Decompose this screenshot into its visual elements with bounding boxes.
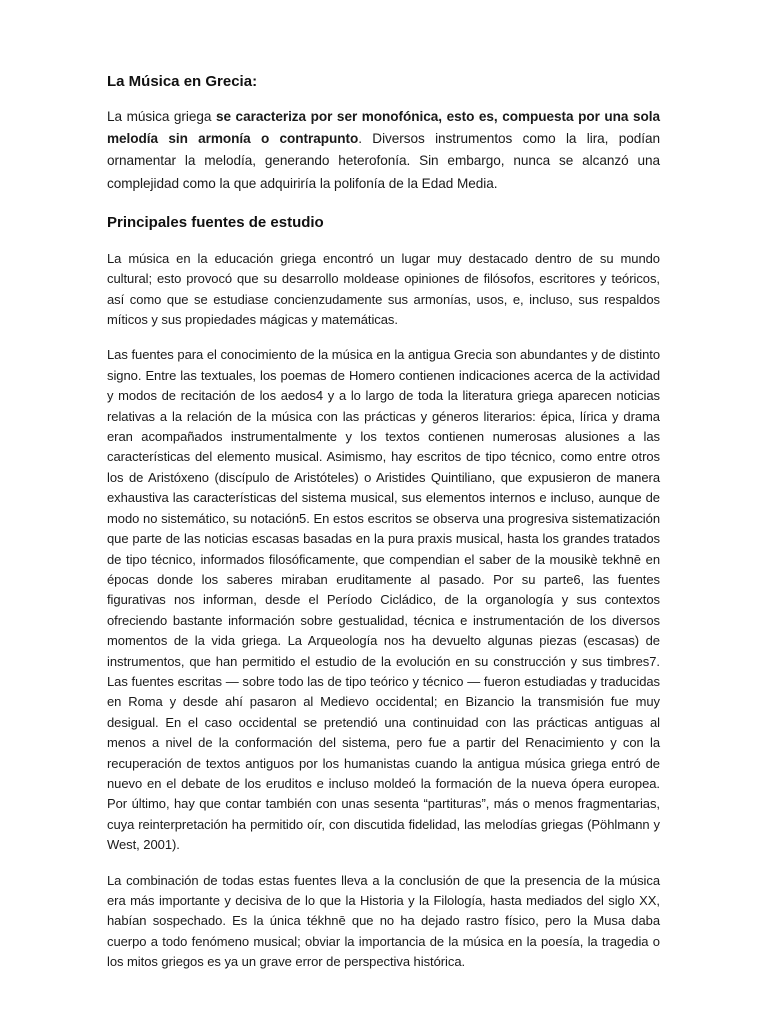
body-paragraph-3: La combinación de todas estas fuentes lleva a la conclusión de que la presencia de la música era más importante y decisiva de lo que la Historia y la Filología, hasta mediados del siglo XX, habían sospechado. Es la única tékhnē que no ha dejado rastro físico, pero la Musa daba cuerpo a todo fenómeno musical; obviar la importancia de la música en la poesía, la tragedia o los mitos griegos es ya un grave error de perspectiva histórica.	[107, 872, 660, 970]
document-page	[107, 72, 660, 973]
document-title: La Música en Grecia:	[107, 73, 258, 90]
intro-text-start: La música griega	[107, 109, 216, 124]
body-paragraph-1: La música en la educación griega encontró un lugar muy destacado dentro de su mundo cultural; esto provocó que su desarrollo moldease opiniones de filósofos, escritores y teóricos, así como que se estudiase concienzudamente sus armonías, usos, e, incluso, sus respaldos míticos y sus propiedades mágicas y matemáticas.	[107, 250, 660, 328]
intro-text-end: . Diversos instrumentos como la lira, podían ornamentar la melodía, generando heterofonía. Sin embargo, nunca se alcanzó una complejidad como la que adquiriría la polifonía de la Edad Media.	[107, 131, 660, 191]
intro-paragraph	[107, 106, 660, 195]
body-paragraph-2: Las fuentes para el conocimiento de la música en la antigua Grecia son abundantes y de distinto signo. Entre las textuales, los poemas de Homero contienen indicaciones acerca de la actividad y modos de recitación de los aedos4 y a lo largo de toda la literatura griega aparecen noticias relativas a la relación de la música con las prácticas y géneros literarios: épica, lírica y drama eran acompañados instrumentalmente y los textos contienen numerosas alusiones a las características del elemento musical. Asimismo, hay escritos de tipo técnico, como entre otros los de Aristóxeno (discípulo de Aristóteles) o Aristides Quintiliano, que expusieron de manera exhaustiva las características del sistema musical, sus elementos internos e incluso, aunque de modo no sistemático, su notación5. En estos escritos se observa una progresiva sistematización que parte de las noticias escasas basadas en la pura praxis musical, hasta los grandes tratados de tipo técnico, informados filosóficamente, que compendian el saber de la mousikè tekhnē en épocas donde los saberes miraban eruditamente al pasado. Por su parte6, las fuentes figurativas nos informan, desde el Período Cicládico, de la organología y sus contextos ofreciendo bastante información sobre gestualidad, técnica e instrumentación de los diversos momentos de la vida griega. La Arqueología nos ha devuelto algunas piezas (escasas) de instrumentos, que han permitido el estudio de la evolución en su construcción y sus timbres7. Las fuentes escritas — sobre todo las de tipo teórico y técnico — fueron estudiadas y traducidas en Roma y desde ahí pasaron al Medievo occidental; en Bizancio la transmisión fue muy desigual. En el caso occidental se pretendió una continuidad con las prácticas antiguas al menos a nivel de la conformación del sistema, pero fue a partir del Renacimiento y con la recuperación de textos antiguos por los humanistas cuando la antigua música griega entró de nuevo en el debate de los eruditos e incluso moldeó la formación de la nueva ópera europea. Por último, hay que contar también con unas sesenta “partituras”, más o menos fragmentarias, cuya reinterpretación ha permitido oír, con discutida fidelidad, las melodías griegas (Pöhlmann y West, 2001).	[107, 347, 660, 853]
intro-emphasis: se caracteriza por ser monofónica, esto es, compuesta por una sola melodía sin armonía o contrapunto	[107, 109, 660, 147]
section-heading: Principales fuentes de estudio	[107, 213, 324, 231]
